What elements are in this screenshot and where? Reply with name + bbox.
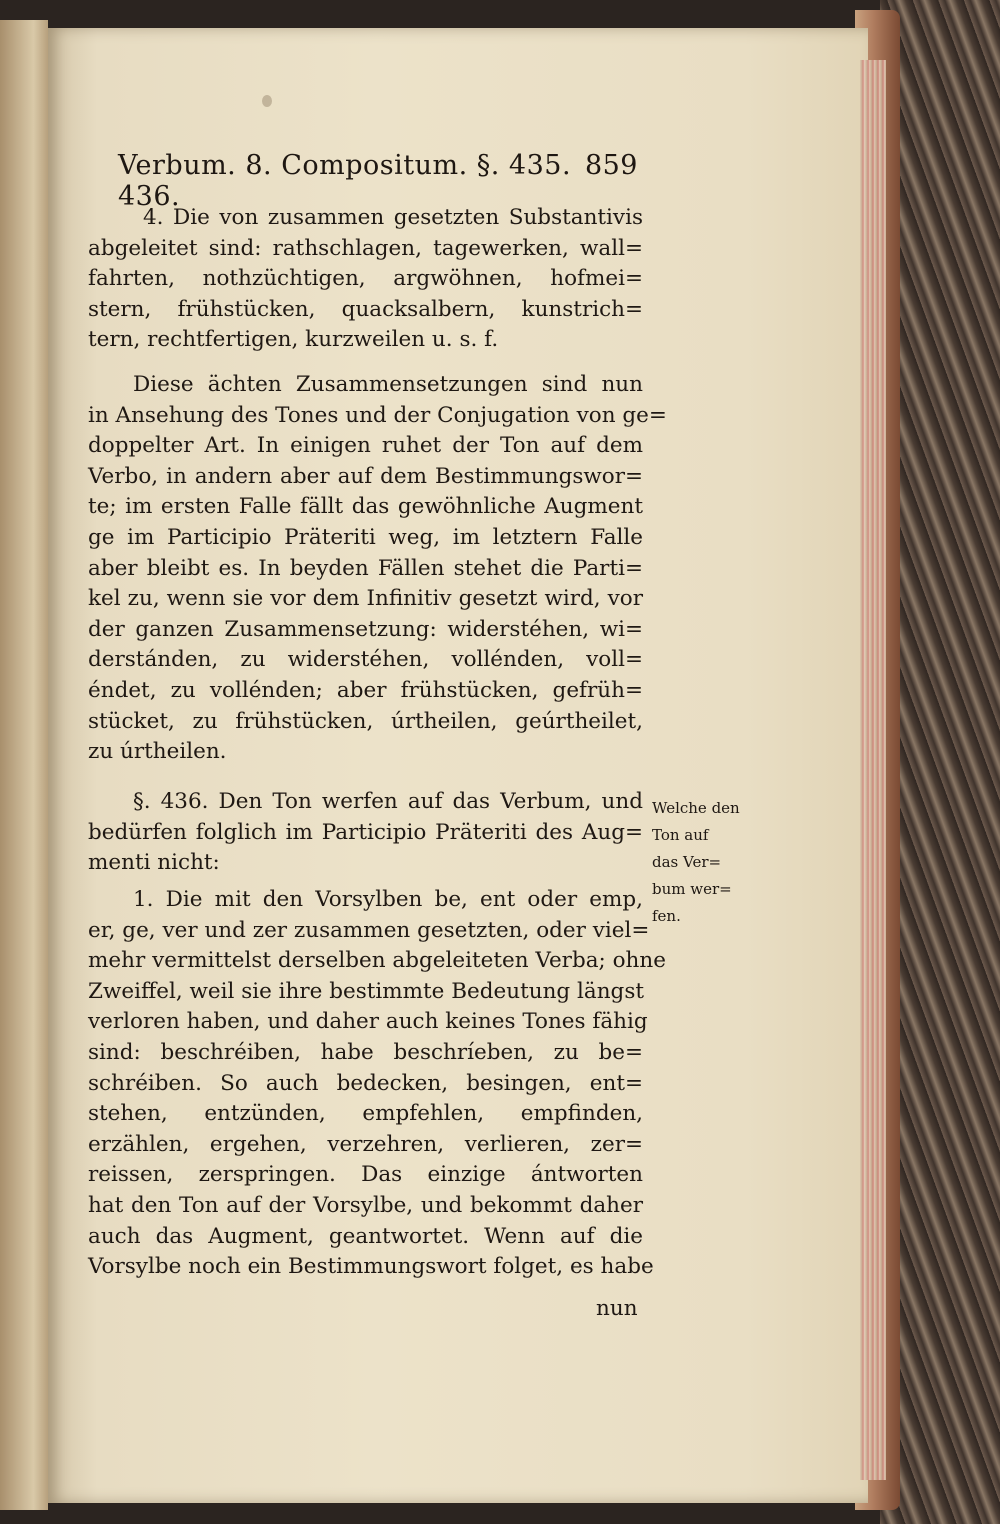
text-line: éndet, zu vollénden; aber frühstücken, gefrüh= — [88, 677, 643, 703]
text-line: kel zu, wenn sie vor dem Infinitiv gesetzt wird, vor — [88, 586, 643, 612]
text-line: fahrten, nothzüchtigen, argwöhnen, hofmei= — [88, 266, 643, 292]
facing-page-edge — [0, 20, 48, 1510]
marginal-line: Ton auf — [652, 826, 709, 844]
paragraph-section-436 — [88, 787, 643, 879]
text-line: Diese ächten Zusammensetzungen sind nun — [133, 372, 643, 397]
catchword: nun — [596, 1296, 638, 1321]
text-line: stücket, zu frühstücken, úrtheilen, geúrtheilet, — [88, 708, 643, 734]
text-line: abgeleitet sind: rathschlagen, tagewerken, wall= — [88, 235, 643, 261]
text-line: erzählen, ergehen, verzehren, verlieren, zer= — [88, 1131, 643, 1157]
page-number: 859 — [584, 150, 638, 181]
text-line: auch das Augment, geantwortet. Wenn auf die — [88, 1223, 643, 1249]
text-line: er, ge, ver und zer zusammen gesetzten, oder viel= — [88, 917, 650, 943]
marginal-line: fen. — [652, 907, 681, 925]
text-line: bedürfen folglich im Participio Präteriti des Aug= — [88, 819, 643, 845]
text-line: sind: beschréiben, habe beschríeben, zu be= — [88, 1039, 643, 1065]
text-line: Zweiffel, weil sie ihre bestimmte Bedeutung längst — [88, 978, 644, 1004]
text-line: stehen, entzünden, empfehlen, empfinden, — [88, 1101, 643, 1127]
page-block-edges — [860, 60, 886, 1480]
text-line: mehr vermittelst derselben abgeleiteten Verba; ohne — [88, 948, 666, 974]
paragraph-compounds — [88, 370, 667, 768]
text-line: derstánden, zu widerstéhen, vollénden, voll= — [88, 647, 643, 673]
text-line: 4. Die von zusammen gesetzten Substantivis — [143, 205, 643, 230]
text-line: der ganzen Zusammensetzung: widerstéhen, wi= — [88, 616, 643, 642]
text-line: zu úrtheilen. — [88, 739, 227, 765]
text-line: stern, frühstücken, quacksalbern, kunstrich= — [88, 296, 643, 322]
text-line: doppelter Art. In einigen ruhet der Ton auf dem — [88, 433, 643, 459]
text-line: Verbo, in andern aber auf dem Bestimmungswor= — [88, 463, 643, 489]
paragraph-item-1 — [88, 885, 666, 1283]
running-title: Verbum. 8. Compositum. §. 435. 436. — [118, 150, 572, 212]
text-line: Vorsylbe noch ein Bestimmungswort folget, es habe — [88, 1254, 654, 1280]
marginal-line: Welche den — [652, 799, 740, 817]
text-line: §. 436. Den Ton werfen auf das Verbum, und — [133, 789, 643, 814]
marginal-note — [652, 795, 762, 930]
text-line: 1. Die mit den Vorsylben be, ent oder emp, — [133, 887, 643, 912]
text-line: menti nicht: — [88, 850, 220, 876]
paper-stain — [262, 95, 272, 107]
text-line: schréiben. So auch bedecken, besingen, ent= — [88, 1070, 643, 1096]
marginal-line: bum wer= — [652, 880, 732, 898]
text-line: verloren haben, und daher auch keines Tones fähig — [88, 1009, 648, 1035]
text-line: ge im Participio Präteriti weg, im letztern Falle — [88, 524, 643, 550]
text-line: te; im ersten Falle fällt das gewöhnliche Augment — [88, 494, 643, 520]
marginal-line: das Ver= — [652, 853, 722, 871]
text-line: hat den Ton auf der Vorsylbe, und bekommt daher — [88, 1192, 643, 1218]
text-line: aber bleibt es. In beyden Fällen stehet die Parti= — [88, 555, 643, 581]
text-line: tern, rechtfertigen, kurzweilen u. s. f. — [88, 327, 499, 353]
text-line: reissen, zerspringen. Das einzige ántworten — [88, 1162, 643, 1188]
page-header — [118, 150, 638, 212]
text-line: in Ansehung des Tones und der Conjugation von ge= — [88, 402, 667, 428]
paragraph-item-4 — [88, 203, 643, 356]
